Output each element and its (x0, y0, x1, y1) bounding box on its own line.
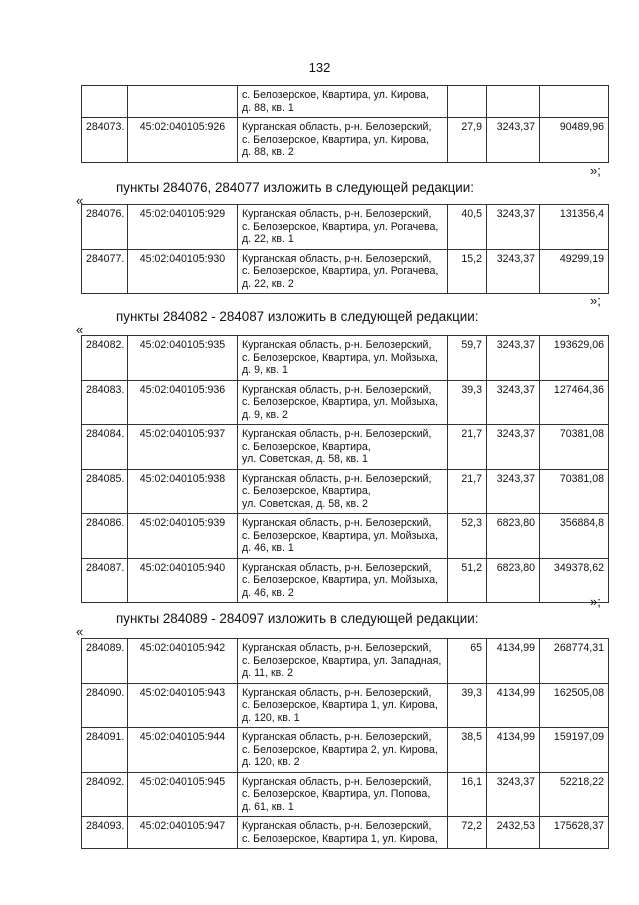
cadastral-number-cell: 45:02:040105:947 (128, 817, 238, 849)
cadastral-number-cell: 45:02:040105:940 (128, 558, 238, 603)
value-cell: 70381,08 (540, 469, 609, 514)
cadastral-number-cell: 45:02:040105:937 (128, 425, 238, 470)
address-cell: с. Белозерское, Квартира, ул. Кирова, д. 88, кв. 1 (238, 86, 448, 118)
area-cell: 51,2 (448, 558, 487, 603)
section-heading: пункты 284089 - 284097 изложить в следующей редакции: (116, 611, 479, 626)
address-cell: Курганская область, р-н. Белозерский, с. Белозерское, Квартира, ул. Советская, д. 58, кв. 1 (238, 425, 448, 470)
area-cell: 65 (448, 639, 487, 684)
rate-cell: 3243,37 (487, 380, 540, 425)
area-cell: 38,5 (448, 728, 487, 773)
opening-quote: « (76, 624, 84, 639)
address-cell: Курганская область, р-н. Белозерский, с. Белозерское, Квартира, ул. Мойзыха, д. 9, кв. 1 (238, 336, 448, 381)
address-cell: Курганская область, р-н. Белозерский, с. Белозерское, Квартира, ул. Рогачева, д. 22, кв. 2 (238, 249, 448, 294)
cadastral-number-cell: 45:02:040105:929 (128, 205, 238, 250)
rate-cell: 4134,99 (487, 728, 540, 773)
table-row (82, 425, 609, 470)
section-heading: пункты 284076, 284077 изложить в следующей редакции: (116, 180, 474, 195)
row-number-cell: 284089. (82, 639, 128, 684)
row-number-cell: 284086. (82, 514, 128, 559)
cadastral-number-cell: 45:02:040105:939 (128, 514, 238, 559)
row-number-cell: 284076. (82, 205, 128, 250)
value-cell: 175628,37 (540, 817, 609, 849)
table-row (82, 817, 609, 849)
table-row (82, 380, 609, 425)
value-cell: 162505,08 (540, 683, 609, 728)
table-row (82, 514, 609, 559)
area-cell: 15,2 (448, 249, 487, 294)
row-number-cell: 284092. (82, 772, 128, 817)
address-cell: Курганская область, р-н. Белозерский, с. Белозерское, Квартира, ул. Мойзыха, д. 9, кв. 2 (238, 380, 448, 425)
table-row (82, 249, 609, 294)
value-cell: 90489,96 (540, 118, 609, 163)
area-cell: 21,7 (448, 425, 487, 470)
table-row (82, 558, 609, 603)
rate-cell: 6823,80 (487, 558, 540, 603)
table-row (82, 469, 609, 514)
address-cell: Курганская область, р-н. Белозерский, с. Белозерское, Квартира, ул. Мойзыха, д. 46, кв. 2 (238, 558, 448, 603)
cadastral-number-cell: 45:02:040105:944 (128, 728, 238, 773)
value-cell: 70381,08 (540, 425, 609, 470)
value-cell: 127464,36 (540, 380, 609, 425)
address-cell: Курганская область, р-н. Белозерский, с. Белозерское, Квартира 1, ул. Кирова, (238, 817, 448, 849)
continuation-table (81, 85, 609, 163)
area-cell: 52,3 (448, 514, 487, 559)
area-cell: 72,2 (448, 817, 487, 849)
rate-cell: 3243,37 (487, 425, 540, 470)
rate-cell: 4134,99 (487, 639, 540, 684)
address-cell: Курганская область, р-н. Белозерский, с. Белозерское, Квартира, ул. Попова, д. 61, кв. 1 (238, 772, 448, 817)
opening-quote: « (76, 322, 84, 337)
row-number-cell: 284090. (82, 683, 128, 728)
address-cell: Курганская область, р-н. Белозерский, с. Белозерское, Квартира, ул. Кирова, д. 88, кв. 2 (238, 118, 448, 163)
value-cell: 356884,8 (540, 514, 609, 559)
area-cell: 59,7 (448, 336, 487, 381)
cadastral-number-cell: 45:02:040105:926 (128, 118, 238, 163)
cadastral-number-cell: 45:02:040105:942 (128, 639, 238, 684)
rate-cell: 4134,99 (487, 683, 540, 728)
area-cell: 39,3 (448, 683, 487, 728)
area-cell: 16,1 (448, 772, 487, 817)
area-cell: 40,5 (448, 205, 487, 250)
rate-cell: 2432,53 (487, 817, 540, 849)
rate-cell: 3243,37 (487, 469, 540, 514)
rate-cell: 6823,80 (487, 514, 540, 559)
area-cell: 27,9 (448, 118, 487, 163)
opening-quote: « (76, 193, 84, 208)
value-cell (540, 86, 609, 118)
table-row (82, 336, 609, 381)
row-number-cell: 284083. (82, 380, 128, 425)
address-cell: Курганская область, р-н. Белозерский, с. Белозерское, Квартира, ул. Мойзыха, д. 46, кв. 1 (238, 514, 448, 559)
row-number-cell: 284084. (82, 425, 128, 470)
table-row (82, 118, 609, 163)
closing-quote: »; (590, 594, 601, 609)
cadastral-number-cell (128, 86, 238, 118)
row-number-cell (82, 86, 128, 118)
row-number-cell: 284082. (82, 336, 128, 381)
table-row (82, 86, 609, 118)
table-row (82, 683, 609, 728)
table-row (82, 205, 609, 250)
section-heading: пункты 284082 - 284087 изложить в следующей редакции: (116, 309, 479, 324)
row-number-cell: 284085. (82, 469, 128, 514)
section-table (81, 335, 609, 603)
rate-cell: 3243,37 (487, 205, 540, 250)
cadastral-number-cell: 45:02:040105:943 (128, 683, 238, 728)
rate-cell: 3243,37 (487, 336, 540, 381)
address-cell: Курганская область, р-н. Белозерский, с. Белозерское, Квартира, ул. Советская, д. 58, кв. 2 (238, 469, 448, 514)
table-row (82, 772, 609, 817)
row-number-cell: 284091. (82, 728, 128, 773)
value-cell: 49299,19 (540, 249, 609, 294)
table-row (82, 639, 609, 684)
area-cell: 21,7 (448, 469, 487, 514)
rate-cell (487, 86, 540, 118)
address-cell: Курганская область, р-н. Белозерский, с. Белозерское, Квартира 1, ул. Кирова, д. 120, кв. 1 (238, 683, 448, 728)
row-number-cell: 284073. (82, 118, 128, 163)
cadastral-number-cell: 45:02:040105:936 (128, 380, 238, 425)
cadastral-number-cell: 45:02:040105:935 (128, 336, 238, 381)
table-row (82, 728, 609, 773)
address-cell: Курганская область, р-н. Белозерский, с. Белозерское, Квартира, ул. Рогачева, д. 22, кв. 1 (238, 205, 448, 250)
address-cell: Курганская область, р-н. Белозерский, с. Белозерское, Квартира, ул. Западная, д. 11, кв. 2 (238, 639, 448, 684)
rate-cell: 3243,37 (487, 772, 540, 817)
row-number-cell: 284087. (82, 558, 128, 603)
area-cell: 39,3 (448, 380, 487, 425)
closing-quote: »; (590, 293, 601, 308)
row-number-cell: 284077. (82, 249, 128, 294)
value-cell: 193629,06 (540, 336, 609, 381)
cadastral-number-cell: 45:02:040105:938 (128, 469, 238, 514)
closing-quote: »; (590, 163, 601, 178)
value-cell: 159197,09 (540, 728, 609, 773)
row-number-cell: 284093. (82, 817, 128, 849)
cadastral-number-cell: 45:02:040105:930 (128, 249, 238, 294)
area-cell (448, 86, 487, 118)
value-cell: 52218,22 (540, 772, 609, 817)
page-number: 132 (308, 60, 331, 75)
rate-cell: 3243,37 (487, 249, 540, 294)
address-cell: Курганская область, р-н. Белозерский, с. Белозерское, Квартира 2, ул. Кирова, д. 120, кв. 2 (238, 728, 448, 773)
section-table (81, 638, 609, 849)
value-cell: 131356,4 (540, 205, 609, 250)
section-table (81, 204, 609, 294)
cadastral-number-cell: 45:02:040105:945 (128, 772, 238, 817)
value-cell: 349378,62 (540, 558, 609, 603)
rate-cell: 3243,37 (487, 118, 540, 163)
value-cell: 268774,31 (540, 639, 609, 684)
